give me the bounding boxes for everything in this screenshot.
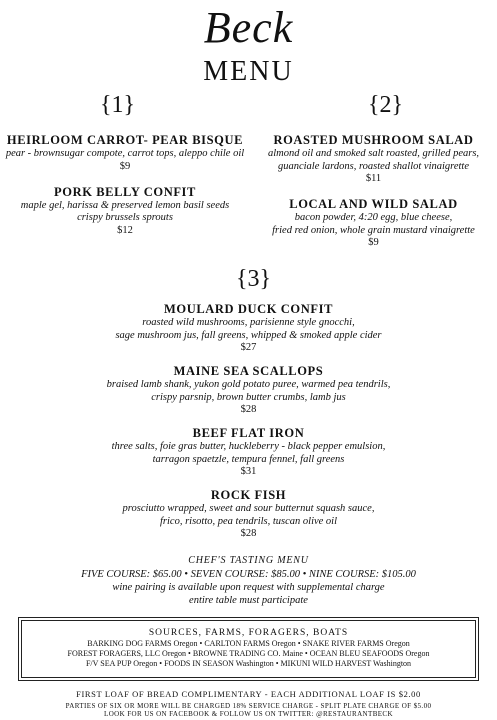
dish-name: BEEF FLAT IRON	[192, 426, 305, 440]
dish-rock-fish	[0, 488, 497, 540]
sources-line-2: FOREST FORAGERS, LLC Oregon • BROWNE TRADING CO. Maine • OCEAN BLEU SEAFOODS Oregon	[67, 649, 430, 658]
dish-price: $31	[240, 466, 257, 477]
tasting-pairing: wine pairing is available upon request with supplemental charge	[112, 582, 385, 593]
dish-beef-flat-iron	[0, 426, 497, 478]
dish-price: $28	[240, 528, 257, 539]
dish-pork-belly	[0, 185, 250, 237]
dish-name: MOULARD DUCK CONFIT	[163, 302, 334, 316]
dish-description: three salts, foie gras butter, huckleberry - black pepper emulsion,	[111, 441, 386, 452]
dish-sea-scallops	[0, 364, 497, 416]
dish-name: MAINE SEA SCALLOPS	[173, 364, 324, 378]
dish-description: tarragon spaetzle, tempura fennel, fall greens	[152, 453, 345, 465]
dish-price: $9	[119, 160, 131, 172]
dish-name: PORK BELLY CONFIT	[54, 184, 196, 199]
dish-name: ROCK FISH	[210, 488, 287, 502]
dish-description: crispy parsnip, brown butter crumbs, lamb jus	[151, 391, 346, 403]
restaurant-logo: Beck	[203, 3, 294, 52]
dish-description: braised lamb shank, yukon gold potato puree, warmed pea tendrils,	[106, 379, 391, 390]
dish-description: roasted wild mushrooms, parisienne style gnocchi,	[142, 317, 355, 328]
service-charge-note: PARTIES OF SIX OR MORE WILL BE CHARGED 18% SERVICE CHARGE - SPLIT PLATE CHARGE OF $5.00	[65, 702, 432, 710]
dish-description: sage mushroom jus, fall greens, whipped & smoked apple cider	[115, 329, 382, 341]
course-3-column	[0, 302, 497, 550]
dish-roasted-mushroom-salad	[250, 133, 497, 185]
dish-heirloom-carrot	[0, 133, 250, 173]
dish-price: $9	[368, 237, 379, 248]
menu-title: MENU	[203, 56, 294, 87]
dish-price: $27	[240, 342, 257, 353]
social-note: LOOK FOR US ON FACEBOOK & FOLLOW US ON TWITTER: @RESTAURANTBECK	[104, 710, 393, 718]
sources-title: SOURCES, FARMS, FORAGERS, BOATS	[148, 628, 349, 638]
dish-description: fried red onion, whole grain mustard vinaigrette	[272, 224, 475, 236]
dish-description: pear - brownsugar compote, carrot tops, aleppo chile oil	[5, 148, 245, 159]
dish-description: frico, risotto, pea tendrils, tuscan olive oil	[159, 515, 338, 527]
course-2-column	[250, 133, 497, 261]
course-1-column	[0, 133, 250, 249]
dish-name: ROASTED MUSHROOM SALAD	[273, 133, 474, 147]
dish-name: HEIRLOOM CARROT- PEAR BISQUE	[6, 133, 244, 147]
dish-name: LOCAL AND WILD SALAD	[289, 197, 458, 211]
sources-line-3: F/V SEA PUP Oregon • FOODS IN SEASON Washington • MIKUNI WILD HARVEST Washington	[85, 659, 412, 668]
tasting-courses: FIVE COURSE: $65.00 • SEVEN COURSE: $85.00 • NINE COURSE: $105.00	[81, 569, 416, 580]
bread-note: FIRST LOAF OF BREAD COMPLIMENTARY - EACH ADDITIONAL LOAF IS $2.00	[76, 689, 421, 699]
dish-price: $12	[117, 224, 133, 236]
dish-price: $11	[365, 173, 382, 184]
dish-description: guanciale lardons, roasted shallot vinaigrette	[277, 160, 470, 172]
dish-description: maple gel, harissa & preserved lemon basil seeds	[20, 199, 230, 211]
dish-description: prosciutto wrapped, sweet and sour butternut squash sauce,	[122, 503, 375, 514]
course-1-label: {1}	[100, 92, 136, 118]
sources-line-1: BARKING DOG FARMS Oregon • CARLTON FARMS Oregon • SNAKE RIVER FARMS Oregon	[87, 639, 410, 648]
sources-box	[18, 617, 479, 681]
tasting-note: entire table must participate	[189, 595, 308, 606]
dish-moulard-duck	[0, 302, 497, 354]
dish-price: $28	[240, 404, 257, 415]
dish-description: almond oil and smoked salt roasted, grilled pears,	[267, 148, 480, 159]
course-2-label: {2}	[368, 92, 404, 118]
tasting-menu	[0, 554, 497, 607]
footer-notes	[0, 702, 497, 718]
course-3-label: {3}	[236, 266, 272, 292]
sources-inner-border	[21, 620, 476, 678]
dish-description: bacon powder, 4:20 egg, blue cheese,	[294, 212, 453, 223]
tasting-title: CHEF'S TASTING MENU	[188, 555, 309, 566]
dish-description: crispy brussels sprouts	[77, 212, 173, 223]
dish-local-wild-salad	[250, 197, 497, 249]
